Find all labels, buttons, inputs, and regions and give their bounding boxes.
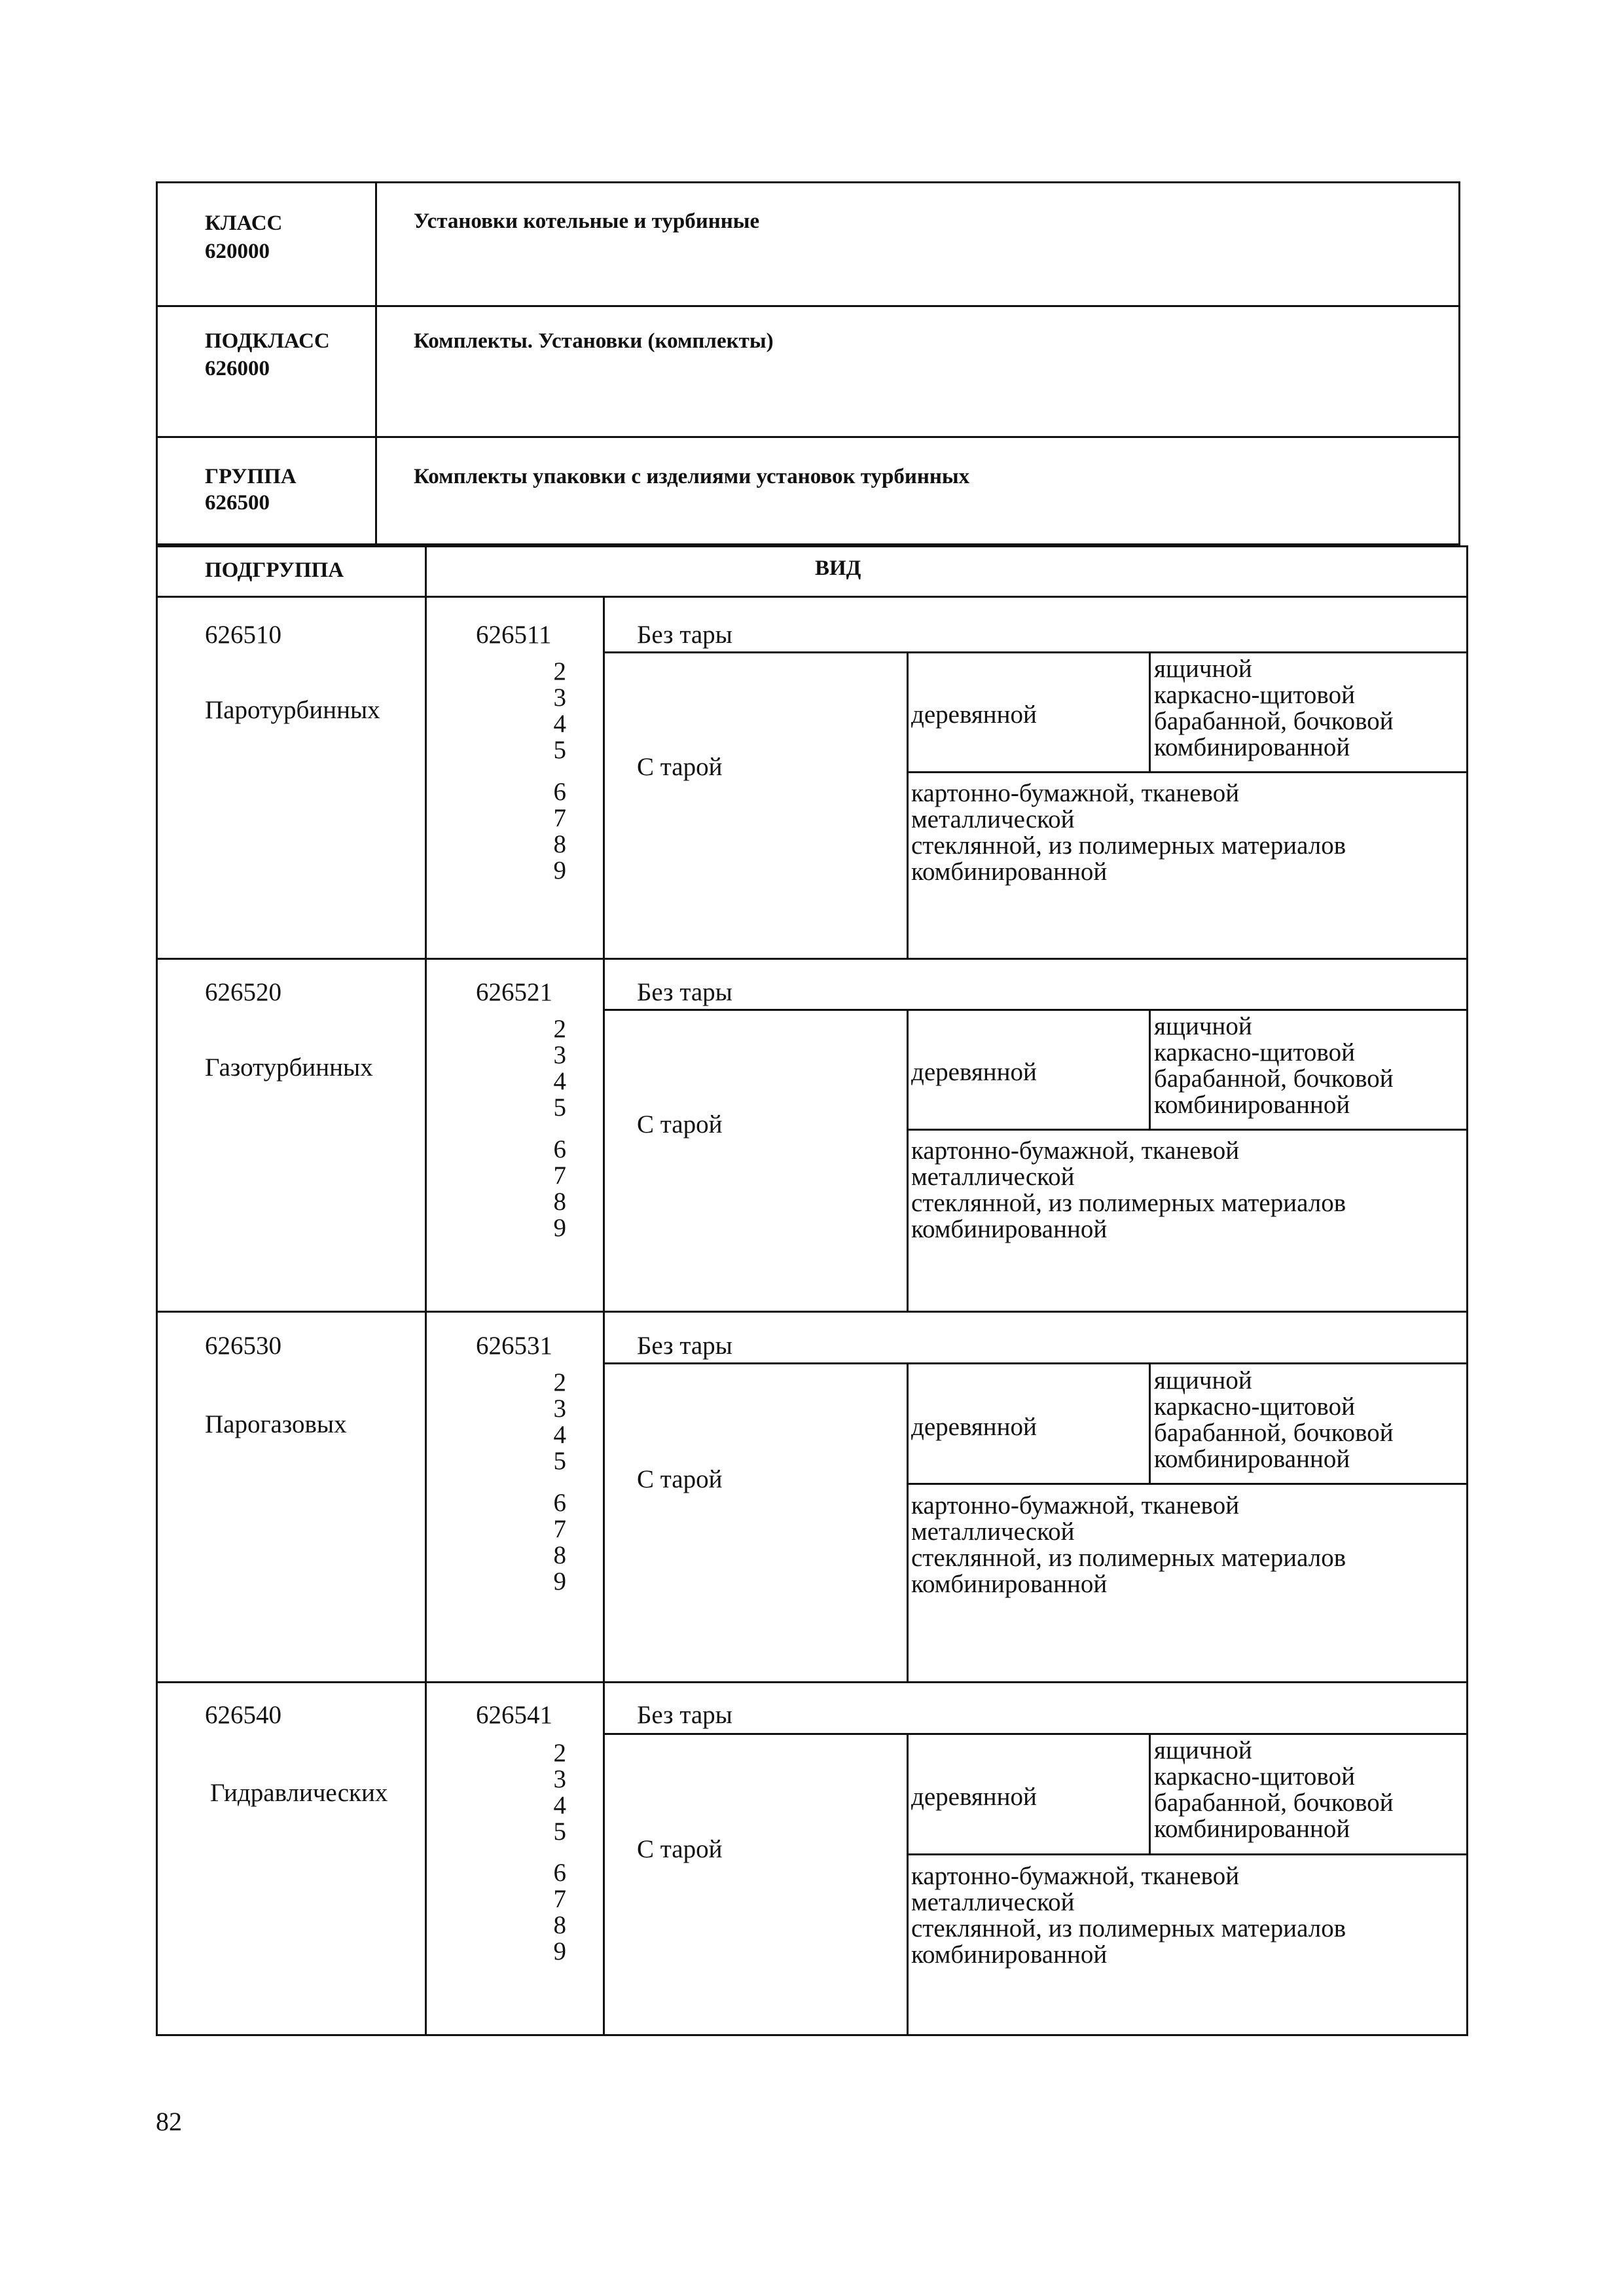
code-suffix: 8: [553, 1541, 566, 1569]
page-number: 82: [156, 2107, 182, 2136]
code-suffixes: [540, 1860, 566, 1965]
code-suffix: 5: [553, 1447, 566, 1475]
wooden-label: деревянной: [911, 1058, 1037, 1086]
other-kinds: [911, 1863, 1346, 1968]
wood-line: [907, 1853, 1468, 1855]
other-kind: комбинированной: [911, 858, 1108, 886]
code-suffix: 4: [553, 1067, 566, 1095]
code-suffixes: [540, 1016, 566, 1121]
column-header-line: [156, 596, 1468, 598]
code-suffixes: [540, 779, 566, 884]
subgroup-column-header: ПОДГРУППА: [205, 558, 344, 582]
code-suffix: 4: [553, 710, 566, 738]
code-suffix: 8: [553, 1188, 566, 1216]
code-suffix: 2: [553, 657, 566, 685]
wood-kind: комбинированной: [1154, 1815, 1350, 1843]
wood-kinds: [1154, 656, 1394, 761]
subclass-title: Комплекты. Установки (комплекты): [414, 329, 774, 353]
wood-kind: комбинированной: [1154, 1091, 1350, 1119]
code-suffix: 6: [553, 778, 566, 806]
code-suffix: 6: [553, 1489, 566, 1517]
class-title: Установки котельные и турбинные: [414, 210, 760, 233]
code-suffix: 2: [553, 1739, 566, 1767]
code-suffix: 8: [553, 1911, 566, 1939]
code-suffixes: [540, 1137, 566, 1241]
other-kind: металлической: [911, 805, 1075, 833]
wood-kinds: [1154, 1013, 1394, 1118]
code-suffix: 2: [553, 1368, 566, 1396]
no-pack-label: Без тары: [637, 978, 732, 1006]
header-row-line: [156, 305, 1460, 307]
other-kind: картонно-бумажной, тканевой: [911, 779, 1240, 807]
subgroup-name: Парогазовых: [205, 1410, 347, 1438]
wood-kind: каркасно-щитовой: [1154, 1762, 1355, 1791]
wood-line: [907, 771, 1468, 773]
wood-line: [907, 1483, 1468, 1485]
other-kind: картонно-бумажной, тканевой: [911, 1137, 1240, 1165]
code-suffix: 9: [553, 1214, 566, 1242]
wood-kind: комбинированной: [1154, 1445, 1350, 1473]
class-label: КЛАСС: [205, 211, 283, 235]
code-suffixes: [540, 659, 566, 763]
header-table: [156, 181, 1460, 545]
wood-kind: каркасно-щитовой: [1154, 1038, 1355, 1066]
other-kind: стеклянной, из полимерных материалов: [911, 1914, 1346, 1942]
wood-kind: ящичной: [1154, 1366, 1252, 1394]
group-title: Комплекты упаковки с изделиями установок турбинных: [414, 465, 970, 488]
code-suffixes: [540, 1740, 566, 1845]
code-suffix: 7: [553, 1885, 566, 1913]
code-suffix: 6: [553, 1135, 566, 1163]
type-column-header: ВИД: [815, 556, 861, 580]
subgroup-code: 626520: [205, 978, 281, 1006]
wood-kind: каркасно-щитовой: [1154, 681, 1355, 709]
group-code: 626500: [205, 491, 270, 515]
other-kinds: [911, 1493, 1346, 1597]
other-kind: металлической: [911, 1518, 1075, 1546]
wood-kind: ящичной: [1154, 1012, 1252, 1040]
code-suffix: 6: [553, 1859, 566, 1887]
col-divider-2: [603, 596, 605, 2036]
wood-divider: [1149, 1009, 1151, 1129]
wood-kind: барабанной, бочковой: [1154, 1789, 1394, 1817]
block-separator: [156, 958, 1468, 960]
code-suffix: 9: [553, 1567, 566, 1595]
other-kind: комбинированной: [911, 1570, 1108, 1598]
no-pack-line: [603, 1733, 1468, 1735]
code-suffix: 9: [553, 856, 566, 884]
code-suffix: 3: [553, 683, 566, 712]
other-kind: комбинированной: [911, 1941, 1108, 1969]
code-suffix: 8: [553, 830, 566, 858]
other-kinds: [911, 1138, 1346, 1243]
code-suffix: 2: [553, 1015, 566, 1043]
block-separator: [156, 1311, 1468, 1313]
wooden-label: деревянной: [911, 701, 1037, 729]
type-code: 626521: [476, 978, 552, 1006]
subgroup-name: Гидравлических: [210, 1779, 388, 1807]
wood-divider: [1149, 1733, 1151, 1853]
subgroup-code: 626530: [205, 1332, 281, 1360]
wood-line: [907, 1129, 1468, 1131]
subclass-label: ПОДКЛАСС: [205, 329, 330, 353]
no-pack-label: Без тары: [637, 1332, 732, 1360]
code-suffix: 7: [553, 1515, 566, 1543]
class-code: 620000: [205, 240, 270, 263]
code-suffix: 3: [553, 1394, 566, 1423]
code-suffix: 5: [553, 1093, 566, 1121]
pack-divider: [907, 1009, 909, 1311]
header-row-line: [156, 436, 1460, 438]
wood-kind: каркасно-щитовой: [1154, 1393, 1355, 1421]
wood-kind: барабанной, бочковой: [1154, 1419, 1394, 1447]
code-suffix: 4: [553, 1791, 566, 1819]
wooden-label: деревянной: [911, 1413, 1037, 1441]
type-code: 626541: [476, 1701, 552, 1729]
subgroup-name: Паротурбинных: [205, 696, 380, 724]
code-suffix: 7: [553, 804, 566, 832]
no-pack-line: [603, 1009, 1468, 1011]
wood-kind: барабанной, бочковой: [1154, 1065, 1394, 1093]
code-suffix: 3: [553, 1765, 566, 1793]
wood-kinds: [1154, 1738, 1394, 1842]
subgroup-name: Газотурбинных: [205, 1053, 373, 1082]
with-pack-label: С тарой: [637, 1835, 723, 1863]
pack-divider: [907, 651, 909, 958]
code-suffix: 5: [553, 736, 566, 764]
other-kind: металлической: [911, 1888, 1075, 1916]
wood-divider: [1149, 1362, 1151, 1483]
no-pack-label: Без тары: [637, 1701, 732, 1729]
wood-kind: комбинированной: [1154, 733, 1350, 761]
type-code: 626511: [476, 621, 552, 649]
pack-divider: [907, 1733, 909, 2036]
block-separator: [156, 1681, 1468, 1683]
other-kind: стеклянной, из полимерных материалов: [911, 1189, 1346, 1217]
subgroup-code: 626540: [205, 1701, 281, 1729]
other-kind: комбинированной: [911, 1215, 1108, 1243]
subclass-code: 626000: [205, 357, 270, 380]
subgroup-code: 626510: [205, 621, 281, 649]
other-kind: стеклянной, из полимерных материалов: [911, 831, 1346, 860]
no-pack-line: [603, 651, 1468, 653]
code-suffix: 9: [553, 1937, 566, 1965]
code-suffixes: [540, 1370, 566, 1474]
with-pack-label: С тарой: [637, 753, 723, 781]
col-divider-1: [425, 545, 427, 2036]
no-pack-line: [603, 1362, 1468, 1364]
with-pack-label: С тарой: [637, 1465, 723, 1493]
code-suffix: 5: [553, 1817, 566, 1846]
wood-kinds: [1154, 1368, 1394, 1472]
wood-kind: ящичной: [1154, 1736, 1252, 1764]
other-kind: металлической: [911, 1163, 1075, 1191]
code-suffix: 3: [553, 1041, 566, 1069]
pack-divider: [907, 1362, 909, 1681]
code-suffixes: [540, 1490, 566, 1595]
other-kinds: [911, 780, 1346, 885]
group-label: ГРУППА: [205, 465, 297, 488]
header-divider: [375, 181, 377, 545]
other-kind: картонно-бумажной, тканевой: [911, 1491, 1240, 1520]
no-pack-label: Без тары: [637, 621, 732, 649]
other-kind: стеклянной, из полимерных материалов: [911, 1544, 1346, 1572]
wood-kind: барабанной, бочковой: [1154, 707, 1394, 735]
wooden-label: деревянной: [911, 1783, 1037, 1811]
code-suffix: 4: [553, 1421, 566, 1449]
wood-kind: ящичной: [1154, 655, 1252, 683]
type-code: 626531: [476, 1332, 552, 1360]
with-pack-label: С тарой: [637, 1110, 723, 1139]
wood-divider: [1149, 651, 1151, 771]
code-suffix: 7: [553, 1161, 566, 1190]
other-kind: картонно-бумажной, тканевой: [911, 1862, 1240, 1890]
